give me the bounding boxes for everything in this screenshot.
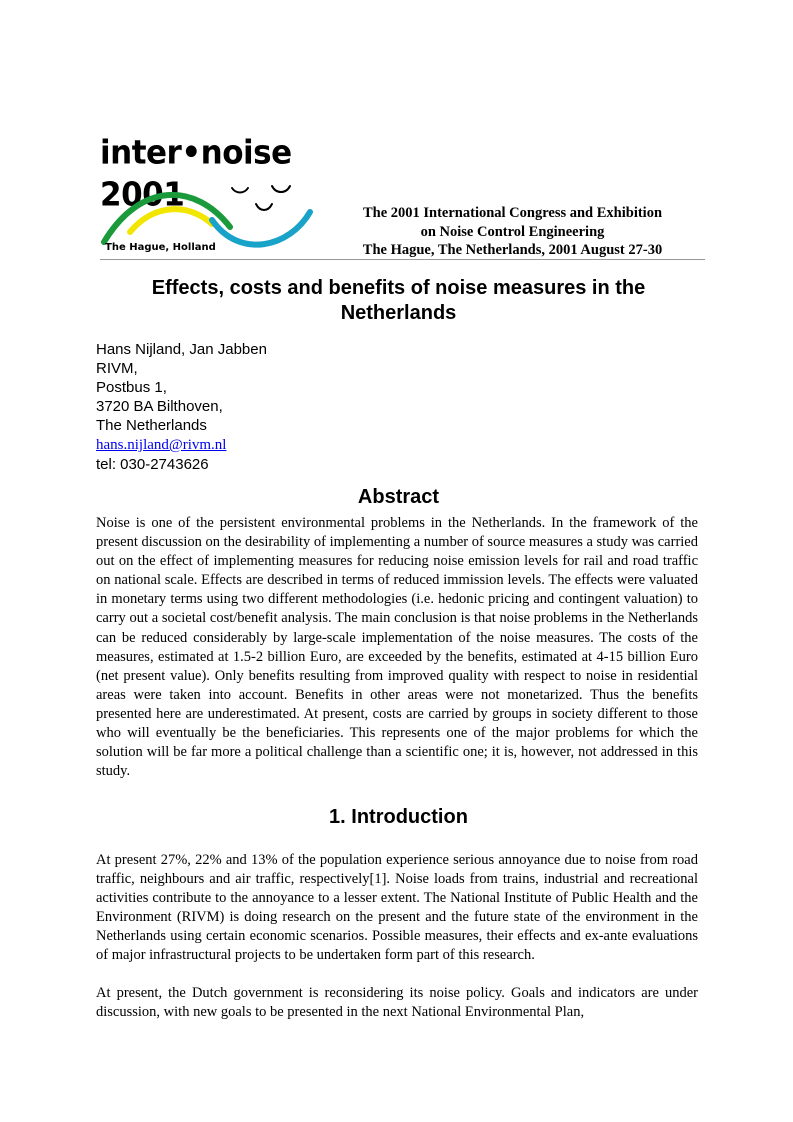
introduction-paragraph-2: At present, the Dutch government is reconsidering its noise policy. Goals and indicators are under discussion, with new goals to be presented in the next National Environmental Plan, (96, 985, 698, 1021)
paper-title: Effects, costs and benefits of noise measures in the Netherlands (151, 277, 646, 324)
logo-waves-icon (100, 132, 340, 258)
author-telephone: tel: 030-2743626 (96, 456, 209, 473)
introduction-paragraph-1: At present 27%, 22% and 13% of the population experience serious annoyance due to noise from road traffic, neighbours and air traffic, respectively[1]. Noise loads from trains, industrial and recreational activities contribute to the annoyance to a lesser extent. The National Institute of Public Health and the Environment (RIVM) is doing research on the present and the future state of the environment in the Netherlands using certain economic scenarios. Possible measures, their effects and ex-ante evaluations of major infrastructural projects to be undertaken form part of this research. (96, 852, 698, 964)
introduction-heading: 1. Introduction (329, 806, 468, 828)
abstract-heading: Abstract (357, 486, 440, 508)
logo-title: inter•noise 2001 (100, 134, 292, 214)
author-address-2: 3720 BA Bilthoven, (96, 398, 223, 415)
logo-caption: The Hague, Holland (105, 242, 216, 253)
conference-logo (100, 132, 340, 258)
author-country: The Netherlands (96, 417, 207, 434)
author-organization: RIVM, (96, 360, 138, 377)
header-divider (100, 259, 705, 260)
conference-line-2: on Noise Control Engineering (420, 223, 605, 240)
conference-line-1: The 2001 International Congress and Exhibition (362, 205, 663, 221)
abstract-text: Noise is one of the persistent environmental problems in the Netherlands. In the framework of the present discussion on the desirability of implementing a number of source measures a study was carried out on the effect of implementing measures for reducing noise emission levels for rail and road traffic on national scale. Effects are described in terms of reduced immission levels. The effects were valuated in monetary terms using two different methodologies (i.e. hedonic pricing and contingent valuation) to carry out a societal cost/benefit analysis. The main conclusion is that noise problems in the Netherlands can be reduced considerably by large-scale implementation of the noise measures. The costs of the measures, estimated at 1.5-2 billion Euro, are exceeded by the benefits, estimated at 4-15 billion Euro (net present value). Only benefits resulting from improved quality with respect to noise in residential areas were taken into account. Benefits in other areas were not monetarized. Thus the benefits presented here are underestimated. At present, costs are carried by groups in society different to those who will eventually be the beneficiaries. This represents one of the major problems for which the solution will be far more a political challenge than a scientific one; it is, however, not addressed in this study. (96, 515, 698, 780)
author-block (96, 340, 267, 474)
conference-line-3: The Hague, The Netherlands, 2001 August 27-30 (362, 242, 663, 258)
conference-info (320, 204, 705, 260)
author-email-link[interactable]: hans.nijland@rivm.nl (96, 437, 227, 453)
author-names: Hans Nijland, Jan Jabben (96, 341, 267, 358)
author-address-1: Postbus 1, (96, 379, 167, 396)
